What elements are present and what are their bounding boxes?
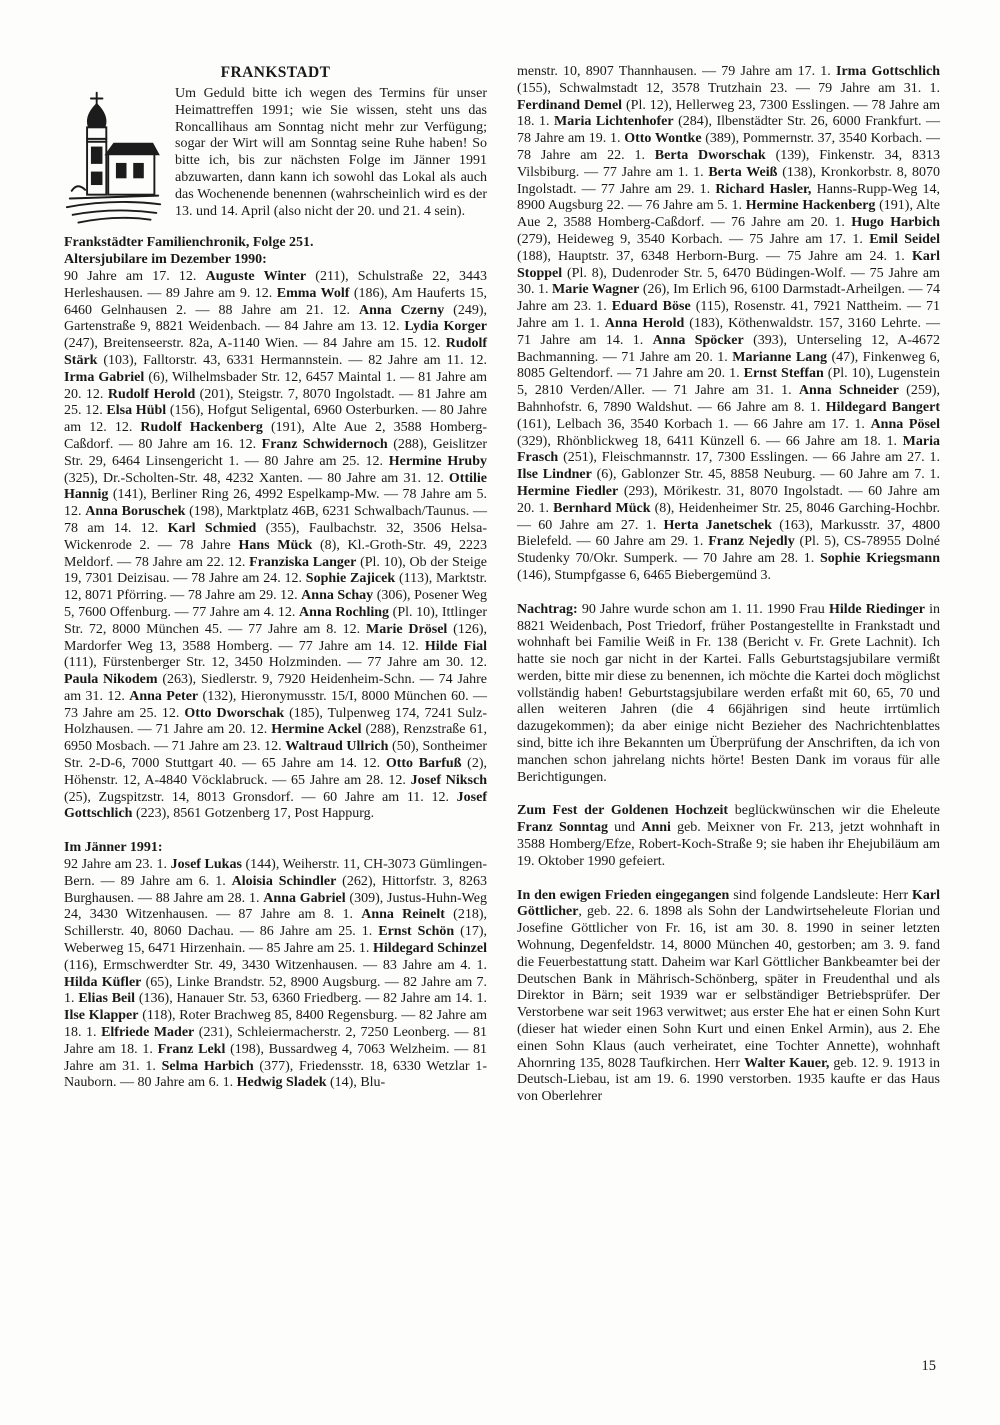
bold-text: Ernst Schön — [378, 924, 455, 940]
bold-text: Sophie Zajicek — [305, 571, 396, 587]
bold-text: Irma Gottschlich — [836, 64, 940, 79]
bold-text: Hermine Ackel — [271, 722, 362, 738]
bold-text: Selma Harbich — [161, 1058, 254, 1074]
bold-text: Franz Sonntag — [517, 820, 608, 836]
bold-text: Hermine Hruby — [388, 453, 487, 469]
bold-text: Berta Weiß — [708, 164, 778, 180]
jaenner-heading — [64, 840, 487, 857]
left-column — [64, 64, 487, 1106]
bold-text: Sophie Kriegsmann — [819, 551, 940, 567]
bold-text: Anna Czerny — [359, 302, 445, 318]
bold-text: Josef Lukas — [170, 857, 242, 873]
bold-text: FRANKSTADT — [220, 64, 331, 81]
bold-text: Anna Rochling — [299, 604, 390, 620]
bold-text: Ottilie Hannig — [64, 470, 487, 503]
bold-text: Irma Gabriel — [64, 369, 145, 385]
bold-text: Hilda Küfler — [64, 974, 142, 990]
bold-text: Otto Wontke — [624, 131, 702, 147]
two-column-layout — [64, 64, 940, 1106]
bold-text: Emil Seidel — [869, 231, 940, 247]
bold-text: Franziska Langer — [249, 554, 357, 570]
jaenner-jubilare-left: 92 Jahre am 23. 1. Josef Lukas (144), Weiherstr. 11, CH-3073 Gümlingen-Bern. — 89 Jahre am 6. 1. Aloisia Schindler (262), Hittorfstr. 3, 8263 Burghausen. — 88 Jahre am 28. 1. Anna Gabriel (309), Justus-Huhn-Weg 24, 3430 Witzenhausen. — 87 Jahre am 8. 1. Anna Reinelt (218), Schillerstr. 40, 8060 Dachau. — 86 Jahre am 25. 1. Ernst Schön (17), Weberweg 15, 6471 Hirzenhain. — 85 Jahre am 25. 1. Hildegard Schinzel (116), Ermschwerdter Str. 49, 3430 Witzenhausen. — 83 Jahre am 4. 1. Hilda Küfler (65), Linke Brandstr. 52, 8900 Augsburg. — 82 Jahre am 7. 1. Elias Beil (136), Hanauer Str. 53, 6360 Friedberg. — 82 Jahre am 14. 1. Ilse Klapper (118), Roter Brachweg 85, 8400 Regensburg. — 82 Jahre am 18. 1. Elfriede Mader (231), Schleiermacherstr. 2, 7250 Leonberg. — 81 Jahre am 18. 1. Franz Lekl (198), Bussardweg 4, 7063 Welzheim. — 81 Jahre am 31. 1. Selma Harbich (377), Friedensstr. 18, 6330 Wetzlar 1-Nauborn. — 80 Jahre am 6. 1. Hedwig Sladek (14), Blu- — [64, 857, 487, 1091]
bold-text: Frankstädter Familienchronik, Folge 251. — [64, 235, 314, 251]
bold-text: Marie Drösel — [366, 621, 448, 637]
bold-text: Maria Frasch — [517, 433, 940, 466]
bold-text: Zum Fest der Goldenen Hochzeit — [517, 803, 729, 819]
bold-text: Walter Kauer, — [744, 1055, 830, 1071]
nachtrag-paragraph: Nachtrag: 90 Jahre wurde schon am 1. 11. 1990 Frau Hilde Riedinger in 8821 Weidenbach, Post Triedorf, früher Postangestellte in Frankstadt und wohnhaft bei Familie Weiß in Fr. 138 (Bericht v. Fr. Grete Lachnit). Ich hatte sie noch gar nicht in der Kartei. Falls Geburtstagsjubilare vermißt werden, bitte mir diese zu benennen, ich möchte die Kartei doch möglichst vollständig haben! Geburtstagsjubilare werden erfaßt mit 60, 65, 70 und allen weiteren Jahren (die 4 66jährigen sind heute irrtümlich dazugekommen); da aber einige nicht Bezieher des Nachrichtenblattes sind, bitte ich ihre Bekannten um Überprüfung der Anschriften, da ich von manchen schon jahrelang nichts hörte! Besten Dank im voraus für alle Berichtigungen. — [517, 601, 940, 785]
goldene-hochzeit-paragraph: Zum Fest der Goldenen Hochzeit beglückwünschen wir die Eheleute Franz Sonntag und Anni geb. Meixner von Fr. 213, jetzt wohnhaft in 3588 Homberg/Efze, Robert-Koch-Straße 9; sie haben ihr Ehejubiläum am 19. Oktober 1990 gefeiert. — [517, 803, 941, 869]
bold-text: Rudolf Hackenberg — [140, 420, 263, 436]
bold-text: Anna Reinelt — [361, 907, 445, 923]
dezember-jubilare: 90 Jahre am 17. 12. Auguste Winter (211), Schulstraße 22, 3443 Herleshausen. — 89 Jahre am 9. 12. Emma Wolf (186), Am Hauferts 15, 6460 Gelnhausen 2. — 88 Jahre am 21. 12. Anna Czerny (249), Gartenstraße 9, 8821 Weidenbach. — 84 Jahre am 13. 12. Lydia Korger (247), Breitenseerstr. 82a, A-1140 Wien. — 84 Jahre am 15. 12. Rudolf Stärk (103), Falltorstr. 43, 6331 Hermannstein. — 82 Jahre am 11. 12. Irma Gabriel (6), Wilhelmsbader Str. 12, 6457 Maintal 1. — 81 Jahre am 20. 12. Rudolf Herold (201), Steigstr. 7, 8070 Ingolstadt. — 81 Jahre am 25. 12. Elsa Hübl (156), Hofgut Seligental, 6960 Osterburken. — 80 Jahre am 12. 12. Rudolf Hackenberg (191), Alte Aue 2, 3588 Homberg-Caßdorf. — 80 Jahre am 16. 12. Franz Schwidernoch (288), Geislitzer Str. 29, 6464 Linsengericht 1. — 80 Jahre am 25. 12. Hermine Hruby (325), Dr.-Scholten-Str. 48, 4232 Xanten. — 80 Jahre am 31. 12. Ottilie Hannig (141), Berliner Ring 26, 4992 Espelkamp-Mw. — 78 Jahre am 5. 12. Anna Boruschek (198), Marktplatz 46B, 6231 Schwalbach/Taunus. — 78 am 14. 12. Karl Schmied (355), Faulbachstr. 32, 3506 Helsa-Wickenrode 2. — 78 Jahre Hans Mück (8), Kl.-Groth-Str. 49, 2223 Meldorf. — 78 Jahre am 22. 12. Franziska Langer (Pl. 10), Ob der Steige 19, 7301 Deizisau. — 78 Jahre am 24. 12. Sophie Zajicek (113), Marktstr. 12, 8071 Pförring. — 78 Jahre am 29. 12. Anna Schay (306), Posener Weg 5, 7600 Offenburg. — 77 Jahre am 4. 12. Anna Rochling (Pl. 10), Ittlinger Str. 72, 8000 München 45. — 77 Jahre am 8. 12. Marie Drösel (126), Mardorfer Weg 13, 3588 Homberg. — 77 Jahre am 14. 12. Hilde Fial (111), Fürstenberger Str. 12, 3450 Holzminden. — 77 Jahre am 30. 12. Paula Nikodem (263), Siedlerstr. 9, 7920 Heidenheim-Schn. — 74 Jahre am 31. 12. Anna Peter (132), Hieronymusstr. 15/I, 8000 München 60. — 73 Jahre am 25. 12. Otto Dworschak (185), Tulpenweg 174, 7241 Sulz-Holzhausen. — 71 Jahre am 20. 12. Hermine Ackel (288), Renzstraße 61, 6950 Mosbach. — 71 Jahre am 23. 12. Waltraud Ullrich (50), Sontheimer Str. 2-D-6, 7000 Stuttgart 40. — 65 Jahre am 14. 12. Otto Barfuß (2), Höhenstr. 12, A-4840 Vöcklabruck. — 65 Jahre am 28. 12. Josef Niksch (25), Zugspitzstr. 14, 8013 Gronsdorf. — 60 Jahre am 11. 12. Josef Gottschlich (223), 8561 Gotzenberg 17, Post Happurg. — [64, 268, 488, 822]
bold-text: Anna Herold — [604, 315, 685, 331]
bold-text: Auguste Winter — [205, 268, 307, 284]
bold-text: Rudolf Stärk — [64, 336, 487, 368]
bold-text: Anna Schneider — [798, 383, 899, 399]
bold-text: Anna Spöcker — [652, 332, 744, 348]
bold-text: Eduard Böse — [611, 299, 691, 315]
bold-text: Hedwig Sladek — [236, 1075, 327, 1091]
bold-text: Anna Peter — [129, 688, 199, 704]
bold-text: Elias Beil — [78, 991, 136, 1007]
bold-text: Hans Mück — [238, 537, 313, 553]
bold-text: Marianne Lang — [732, 349, 827, 365]
church-illustration-icon — [64, 89, 164, 233]
bold-text: Hilde Fial — [424, 638, 488, 654]
bold-text: Hilde Riedinger — [828, 601, 925, 617]
bold-text: Richard Hasler, — [715, 181, 812, 197]
bold-text: Ilse Lindner — [517, 467, 592, 483]
bold-text: Karl Schmied — [167, 520, 257, 536]
bold-text: Maria Lichtenhofer — [554, 114, 674, 130]
bold-text: In den ewigen Frieden eingegangen — [517, 887, 730, 903]
bold-text: Altersjubilare im Dezember 1990: — [64, 252, 267, 268]
bold-text: Otto Barfuß — [385, 756, 462, 772]
bold-text: Aloisia Schindler — [231, 873, 337, 889]
bold-text: Bernhard Mück — [553, 500, 651, 516]
page-number: 15 — [921, 1358, 936, 1374]
bold-text: Josef Gottschlich — [64, 789, 487, 822]
bold-text: Anni — [641, 820, 671, 836]
bold-text: Karl Göttlicher — [517, 887, 940, 920]
bold-text: Josef Niksch — [410, 772, 488, 788]
bold-text: Ernst Steffan — [743, 366, 824, 382]
bold-text: Hugo Harbich — [851, 215, 940, 231]
bold-text: Marie Wagner — [552, 282, 640, 298]
bold-text: Berta Dworschak — [654, 147, 766, 163]
bold-text: Franz Schwidernoch — [261, 436, 388, 452]
bold-text: Im Jänner 1991: — [64, 840, 163, 856]
nachrufe-paragraph: In den ewigen Frieden eingegangen sind folgende Landsleute: Herr Karl Göttlicher, geb. 22. 6. 1898 als Sohn der Landwirtseheleute Florian und Josefine Göttlicher von Fr. 16, ist am 30. 8. 1990 in seiner letzten Wohnung, Degenfeldstr. 14, 8000 München 40, gestorben; am 3. 9. fand die Feuerbestattung statt. Daheim war Karl Göttlicher Bankbeamter bei der Deutschen Bank in Mährisch-Schönberg, später in Freudenthal und als Direktor in Bärn; seit 1939 war er selbständiger Betriebsprüfer. Der Verstorbene war seit 1963 verwitwet; aus erster Ehe hat er einen Sohn Kurt (dieser hat wieder einen Sohn Kurt und einen Enkel Armin), aus 2. Ehe einen Sohn Klaus (auch verheiratet, eine Tochter Annette), wohnhaft Ahornring 135, 8028 Taufkirchen. Herr Walter Kauer, geb. 12. 9. 1913 in Deutsch-Liebau, ist am 19. 6. 1990 verstorben. 1935 kaufte er das Haus von Oberlehrer — [517, 887, 941, 1105]
bold-text: Rudolf Herold — [107, 386, 196, 402]
bold-text: Anna Pösel — [870, 416, 940, 432]
bold-text: Anna Boruschek — [85, 504, 186, 520]
bold-text: Paula Nikodem — [64, 672, 158, 688]
bold-text: Hildegard Schinzel — [372, 941, 487, 957]
bold-text: Otto Dworschak — [184, 705, 285, 721]
bold-text: Franz Nejedly — [708, 534, 795, 550]
bold-text: Anna Schay — [301, 588, 374, 604]
bold-text: Herta Janetschek — [663, 517, 772, 533]
right-column — [517, 64, 940, 1106]
intro-paragraph: Um Geduld bitte ich wegen des Termins für unser Heimattreffen 1991; wie Sie wissen, steht uns das Roncallihaus am Sonntag nicht mehr zur Verfügung; sogar der Wirt will am Sonntag seine Ruhe haben! So bitte ich, bis zur nächsten Folge im Jänner 1991 abzuwarten, dann kann ich sowohl das Lokal als auch das Wochenende benennen (wahrscheinlich wird es der 13. und 14. April (also nicht der 20. und 21. 4 sein). — [64, 86, 487, 220]
bold-text: Waltraud Ullrich — [285, 739, 389, 755]
bold-text: Nachtrag: — [517, 601, 578, 617]
jaenner-jubilare-continued: menstr. 10, 8907 Thannhausen. — 79 Jahre am 17. 1. Irma Gottschlich (155), Schwalmstadt 12, 3578 Trutzhain 23. — 79 Jahre am 31. 1. Ferdinand Demel (Pl. 12), Hellerweg 23, 7300 Esslingen. — 78 Jahre am 18. 1. Maria Lichtenhofer (284), Ilbenstädter Str. 26, 6000 Frankfurt. — 78 Jahre am 19. 1. Otto Wontke (389), Pommernstr. 37, 3540 Korbach. — 78 Jahre am 22. 1. Berta Dworschak (139), Finkenstr. 34, 8313 Vilsbiburg. — 77 Jahre am 1. 1. Berta Weiß (138), Kronkorbstr. 8, 8070 Ingolstadt. — 77 Jahre am 29. 1. Richard Hasler, Hanns-Rupp-Weg 14, 8900 Augsburg 22. — 76 Jahre am 5. 1. Hermine Hackenberg (191), Alte Aue 2, 3588 Homberg-Caßdorf. — 76 Jahre am 20. 1. Hugo Harbich (279), Heideweg 9, 3540 Korbach. — 75 Jahre am 17. 1. Emil Seidel (188), Hauptstr. 37, 6348 Herborn-Burg. — 75 Jahre am 24. 1. Karl Stoppel (Pl. 8), Dudenroder Str. 5, 6470 Büdingen-Wolf. — 75 Jahre am 30. 1. Marie Wagner (26), Im Erlich 96, 6100 Darmstadt-Arheilgen. — 74 Jahre am 23. 1. Eduard Böse (115), Rosenstr. 41, 7921 Nattheim. — 71 Jahre am 1. 1. Anna Herold (183), Köthenwaldstr. 157, 3160 Lehrte. — 71 Jahre am 14. 1. Anna Spöcker (393), Unterseling 12, A-4672 Bachmanning. — 71 Jahre am 20. 1. Marianne Lang (47), Finkenweg 6, 8085 Geltendorf. — 71 Jahre am 20. 1. Ernst Steffan (Pl. 10), Lugenstein 5, 2810 Verden/Aller. — 71 Jahre am 31. 1. Anna Schneider (259), Bahnhofstr. 6, 7890 Waldshut. — 66 Jahre am 8. 1. Hildegard Bangert (161), Lelbach 36, 3540 Korbach 1. — 66 Jahre am 17. 1. Anna Pösel (329), Rhönblickweg 18, 6411 Künzell 6. — 66 Jahre am 18. 1. Maria Frasch (251), Fleischmannstr. 17, 7300 Esslingen. — 66 Jahre am 27. 1. Ilse Lindner (6), Gablonzer Str. 45, 8858 Neuburg. — 60 Jahre am 7. 1. Hermine Fiedler (293), Mörikestr. 31, 8070 Ingolstadt. — 60 Jahre am 20. 1. Bernhard Mück (8), Heidenheimer Str. 25, 8046 Garching-Hochbr. — 60 Jahre am 27. 1. Herta Janetschek (163), Markusstr. 37, 4800 Bielefeld. — 60 Jahre am 29. 1. Franz Nejedly (Pl. 5), CS-78955 Dolné Studenky 70/Okr. Sumperk. — 70 Jahre am 28. 1. Sophie Kriegsmann (146), Stumpfgasse 6, 6465 Biebergemünd 3. — [517, 64, 941, 583]
bold-text: Elsa Hübl — [106, 403, 167, 419]
bold-text: Ilse Klapper — [64, 1008, 139, 1024]
bold-text: Franz Lekl — [157, 1041, 226, 1057]
bold-text: Elfriede Mader — [101, 1025, 195, 1041]
bold-text: Lydia Korger — [404, 319, 487, 335]
bold-text: Emma Wolf — [276, 285, 350, 301]
bold-text: Karl Stoppel — [517, 248, 940, 281]
chronik-heading — [64, 235, 487, 252]
bold-text: Hermine Fiedler — [517, 483, 619, 499]
bold-text: Hermine Hackenberg — [745, 198, 876, 214]
page-title — [64, 64, 487, 82]
bold-text: Ferdinand Demel — [517, 97, 623, 113]
bold-text: Hildegard Bangert — [825, 399, 940, 415]
dezember-heading — [64, 252, 487, 269]
bold-text: Anna Gabriel — [263, 890, 346, 906]
